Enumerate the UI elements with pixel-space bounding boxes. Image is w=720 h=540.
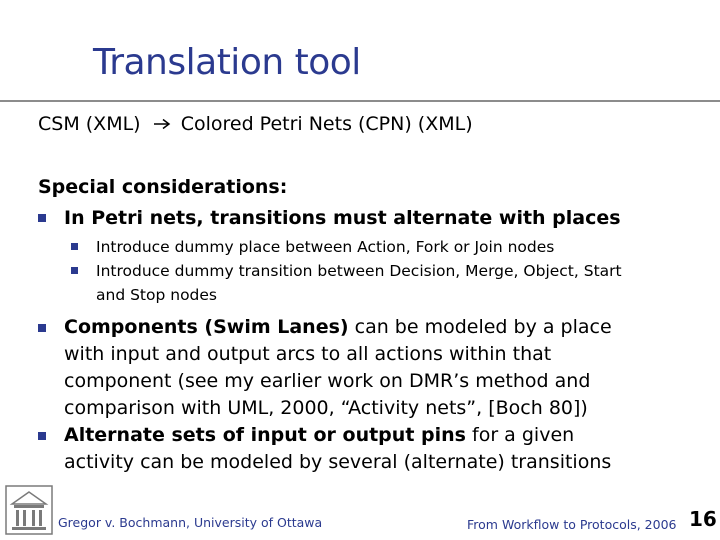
sub-bullet-dummy-place: Introduce dummy place between Action, Fork or Join nodes (96, 238, 555, 256)
slide-title: Translation tool (93, 42, 361, 83)
sub-bullet-line: Introduce dummy transition between Decision, Merge, Object, Start (96, 262, 622, 280)
lead-target: Colored Petri Nets (CPN) (XML) (180, 113, 473, 135)
bullet-square-icon (38, 214, 46, 222)
bullet-line: component (see my earlier work on DMR’s method and (64, 370, 591, 392)
lead-line (38, 113, 473, 135)
bullet-petri-nets: In Petri nets, transitions must alternate with places (64, 207, 621, 229)
sub-bullet-dummy-transition (96, 259, 622, 307)
lead-source: CSM (XML) (38, 113, 141, 135)
bullet-alternate-pins (64, 422, 611, 476)
bullet-line: with input and output arcs to all actions within that (64, 343, 552, 365)
sub-bullet-square-icon (71, 267, 78, 274)
special-heading: Special considerations: (38, 176, 288, 198)
bullet-square-icon (38, 324, 46, 332)
bullet-text: for a given (465, 424, 575, 446)
bullet-line: activity can be modeled by several (alternate) transitions (64, 451, 612, 473)
bullet-emphasis: Components (Swim Lanes) (64, 316, 349, 338)
title-divider (0, 100, 720, 102)
bullet-line (64, 422, 611, 449)
bullet-components (64, 314, 612, 422)
bullet-line (64, 314, 612, 341)
sub-bullet-square-icon (71, 243, 78, 250)
footer-course: From Workflow to Protocols, 2006 (467, 517, 677, 532)
page-number: 16 (689, 507, 717, 531)
sub-bullet-line: and Stop nodes (96, 286, 218, 304)
right-arrow-icon (153, 113, 171, 135)
footer-author: Gregor v. Bochmann, University of Ottawa (58, 515, 323, 530)
university-building-logo (4, 484, 54, 536)
bullet-square-icon (38, 432, 46, 440)
bullet-text: can be modeled by a place (348, 316, 612, 338)
bullet-emphasis: Alternate sets of input or output pins (64, 424, 466, 446)
bullet-line: comparison with UML, 2000, “Activity nets”, [Boch 80]) (64, 397, 588, 419)
